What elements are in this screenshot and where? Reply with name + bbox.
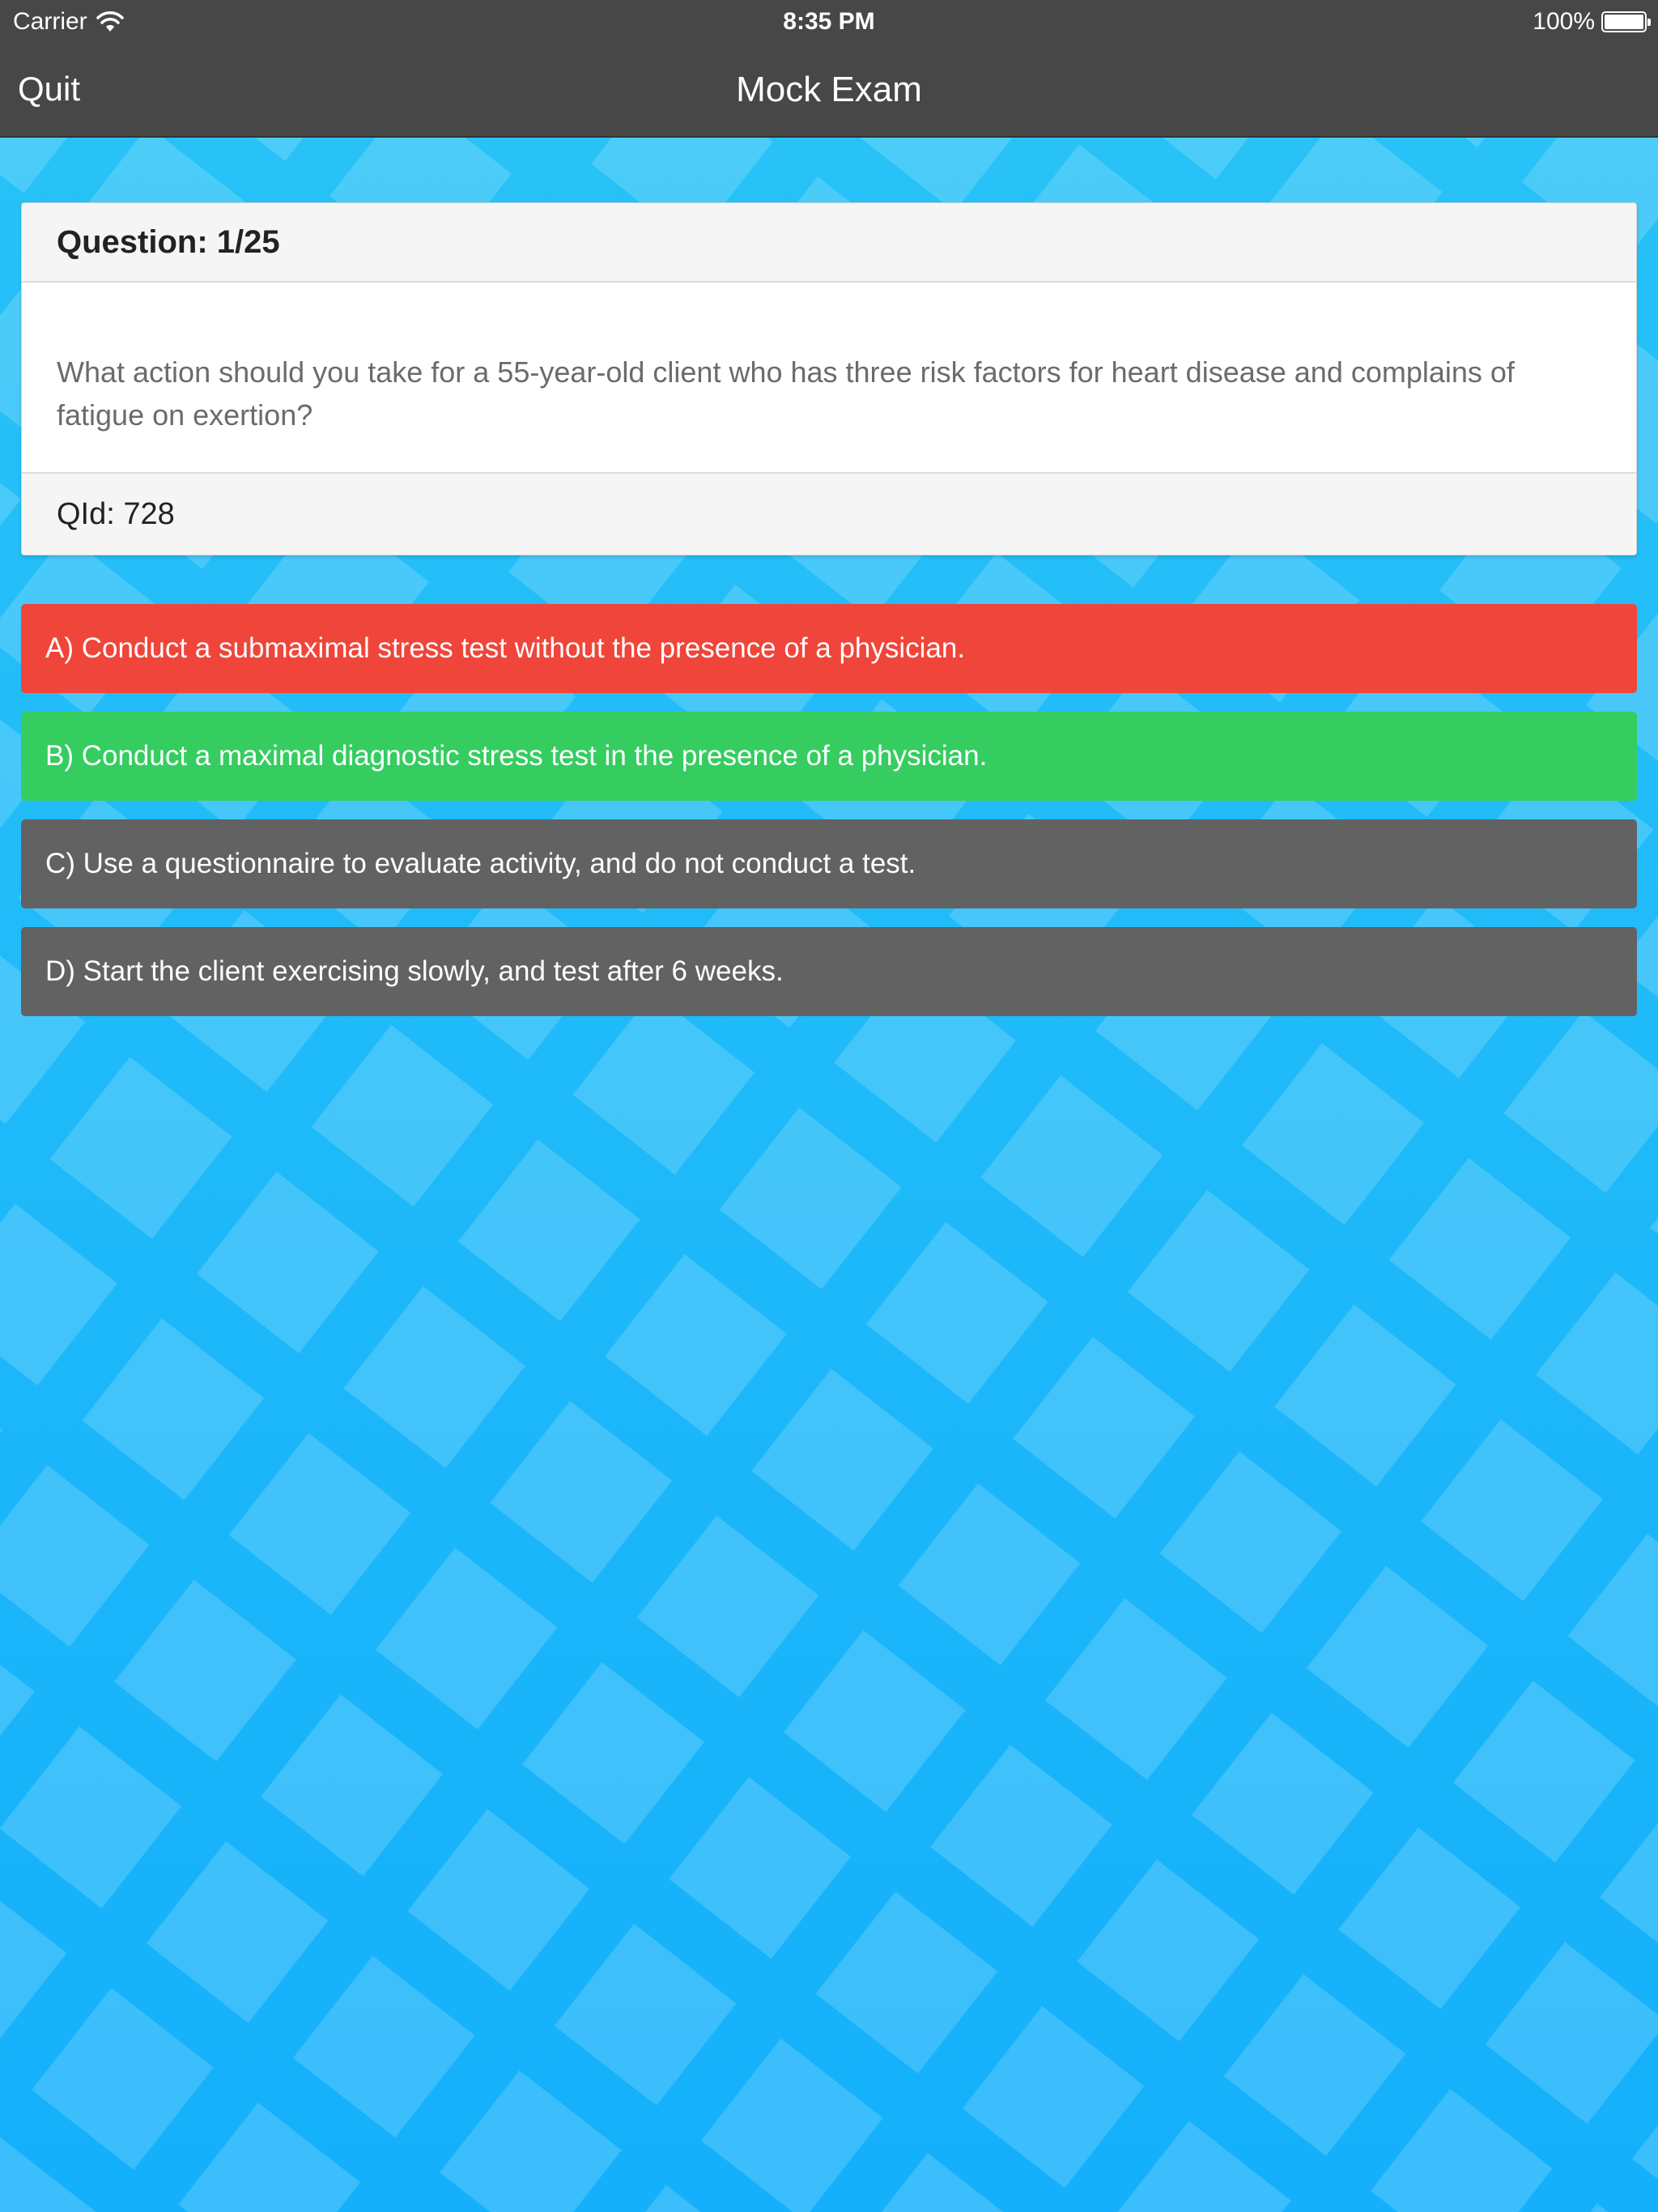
battery-indicator: [1533, 8, 1647, 36]
question-card: [21, 202, 1637, 555]
status-bar: [0, 0, 1658, 45]
carrier-label: Carrier: [13, 8, 87, 35]
question-number: Question: 1/25: [22, 203, 1636, 283]
question-id: QId: 728: [22, 474, 1636, 555]
answer-option-a[interactable]: A) Conduct a submaximal stress test without the presence of a physician.: [21, 604, 1637, 693]
navigation-bar: [0, 45, 1658, 138]
battery-icon: [1601, 11, 1647, 32]
question-text: What action should you take for a 55-year-old client who has three risk factors for heart disease and complains of fatigue on exertion?: [22, 283, 1636, 474]
answer-option-b[interactable]: B) Conduct a maximal diagnostic stress test in the presence of a physician.: [21, 712, 1637, 801]
answer-option-c[interactable]: C) Use a questionnaire to evaluate activity, and do not conduct a test.: [21, 819, 1637, 908]
status-time: 8:35 PM: [783, 8, 875, 35]
page-title: Mock Exam: [736, 70, 922, 109]
quit-button[interactable]: Quit: [18, 70, 81, 108]
answer-option-d[interactable]: D) Start the client exercising slowly, and test after 6 weeks.: [21, 927, 1637, 1016]
battery-percent: 100%: [1533, 8, 1595, 35]
